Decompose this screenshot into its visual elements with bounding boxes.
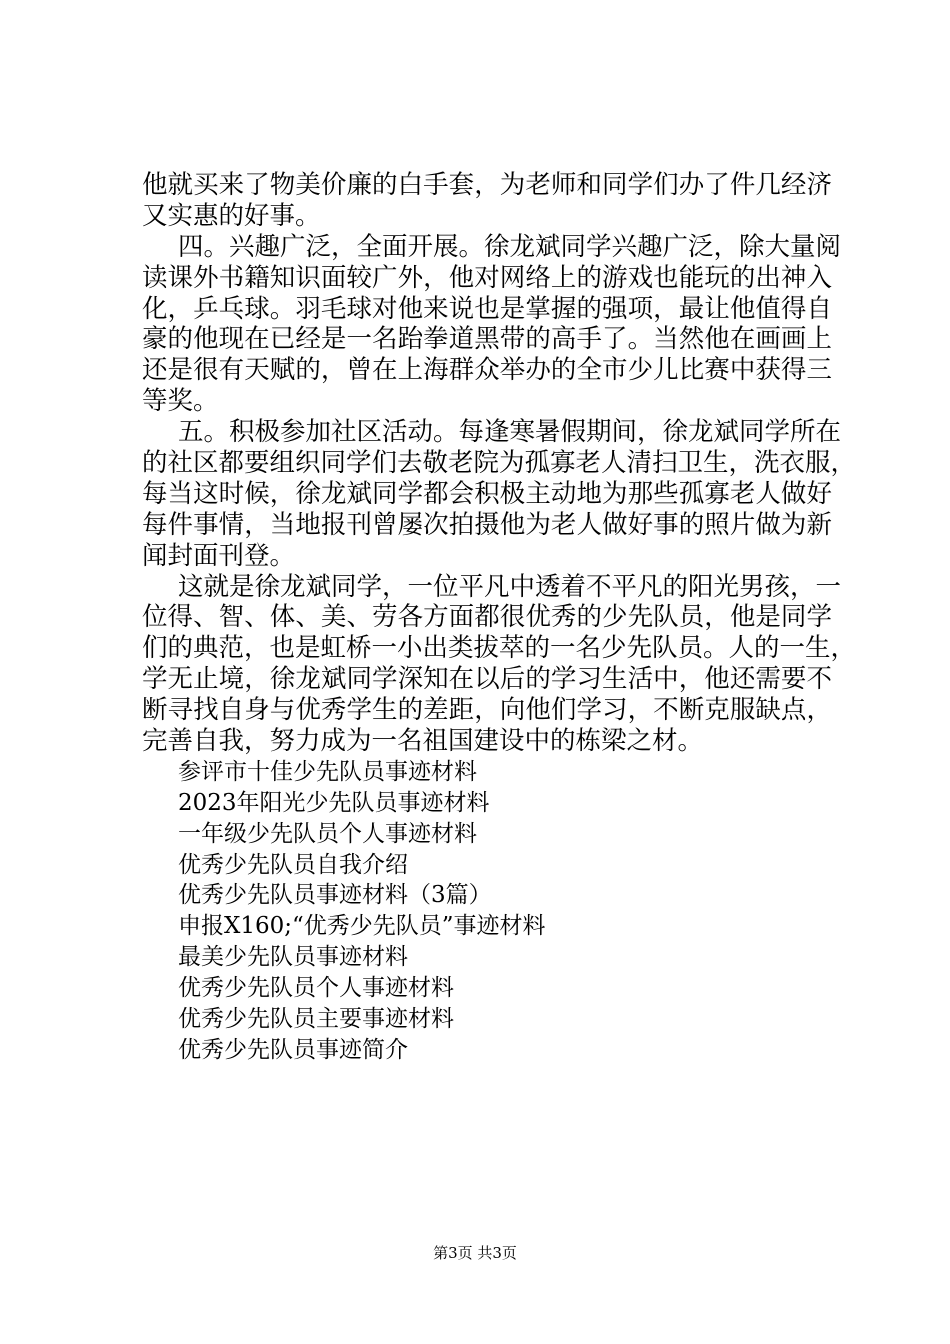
text-line: 完善自我，努力成为一名祖国建设中的栋梁之材。 — [142, 726, 704, 757]
text-line: 们的典范，也是虹桥一小出类拔萃的一名少先队员。人的一生， — [142, 633, 857, 664]
related-title: 一年级少先队员个人事迹材料 — [178, 820, 477, 847]
document-body — [142, 170, 857, 1066]
paragraph — [142, 417, 857, 571]
text-line: 断寻找自身与优秀学生的差距，向他们学习，不断克服缺点， — [142, 695, 832, 726]
paragraph — [142, 571, 857, 757]
page-number-footer: 第3页 共3页 — [433, 1244, 517, 1262]
text-line: 还是很有天赋的，曾在上海群众举办的全市少儿比赛中获得三 — [142, 355, 832, 386]
related-title: 参评市十佳少先队员事迹材料 — [178, 758, 477, 785]
text-line: 闻封面刊登。 — [142, 540, 296, 571]
related-title: 优秀少先队员事迹简介 — [178, 1036, 408, 1063]
paragraph — [142, 231, 842, 417]
related-title: 2023年阳光少先队员事迹材料 — [178, 789, 490, 816]
text-line: 的社区都要组织同学们去敬老院为孤寡老人清扫卫生，洗衣服， — [142, 448, 857, 479]
text-line: 学无止境，徐龙斌同学深知在以后的学习生活中，他还需要不 — [142, 664, 832, 695]
text-line: 化，乒乓球。羽毛球对他来说也是掌握的强项，最让他值得自 — [142, 293, 832, 324]
related-title: 优秀少先队员自我介绍 — [178, 851, 408, 878]
related-title: 优秀少先队员事迹材料（3篇） — [178, 882, 492, 909]
related-title: 最美少先队员事迹材料 — [178, 944, 408, 971]
text-line: 四。兴趣广泛，全面开展。徐龙斌同学兴趣广泛，除大量阅 — [178, 231, 842, 262]
text-line: 又实惠的好事。 — [142, 200, 321, 231]
text-line: 他就买来了物美价廉的白手套，为老师和同学们办了件几经济 — [142, 170, 832, 200]
text-line: 每当这时候，徐龙斌同学都会积极主动地为那些孤寡老人做好 — [142, 478, 832, 509]
related-title: 优秀少先队员个人事迹材料 — [178, 975, 454, 1002]
related-title: 申报X160;“优秀少先队员”事迹材料 — [178, 913, 546, 940]
text-line: 读课外书籍知识面较广外，他对网络上的游戏也能玩的出神入 — [142, 262, 832, 293]
related-titles-list — [142, 757, 832, 1066]
text-line: 位得、智、体、美、劳各方面都很优秀的少先队员，他是同学 — [142, 602, 832, 633]
text-line: 这就是徐龙斌同学，一位平凡中透着不平凡的阳光男孩，一 — [178, 571, 842, 602]
related-title: 优秀少先队员主要事迹材料 — [178, 1006, 454, 1033]
text-line: 豪的他现在已经是一名跆拳道黑带的高手了。当然他在画画上 — [142, 324, 832, 355]
text-line: 每件事情，当地报刊曾屡次拍摄他为老人做好事的照片做为新 — [142, 509, 832, 540]
text-line: 五。积极参加社区活动。每逢寒暑假期间，徐龙斌同学所在 — [178, 417, 842, 448]
text-line: 等奖。 — [142, 386, 219, 417]
paragraph — [142, 170, 832, 232]
